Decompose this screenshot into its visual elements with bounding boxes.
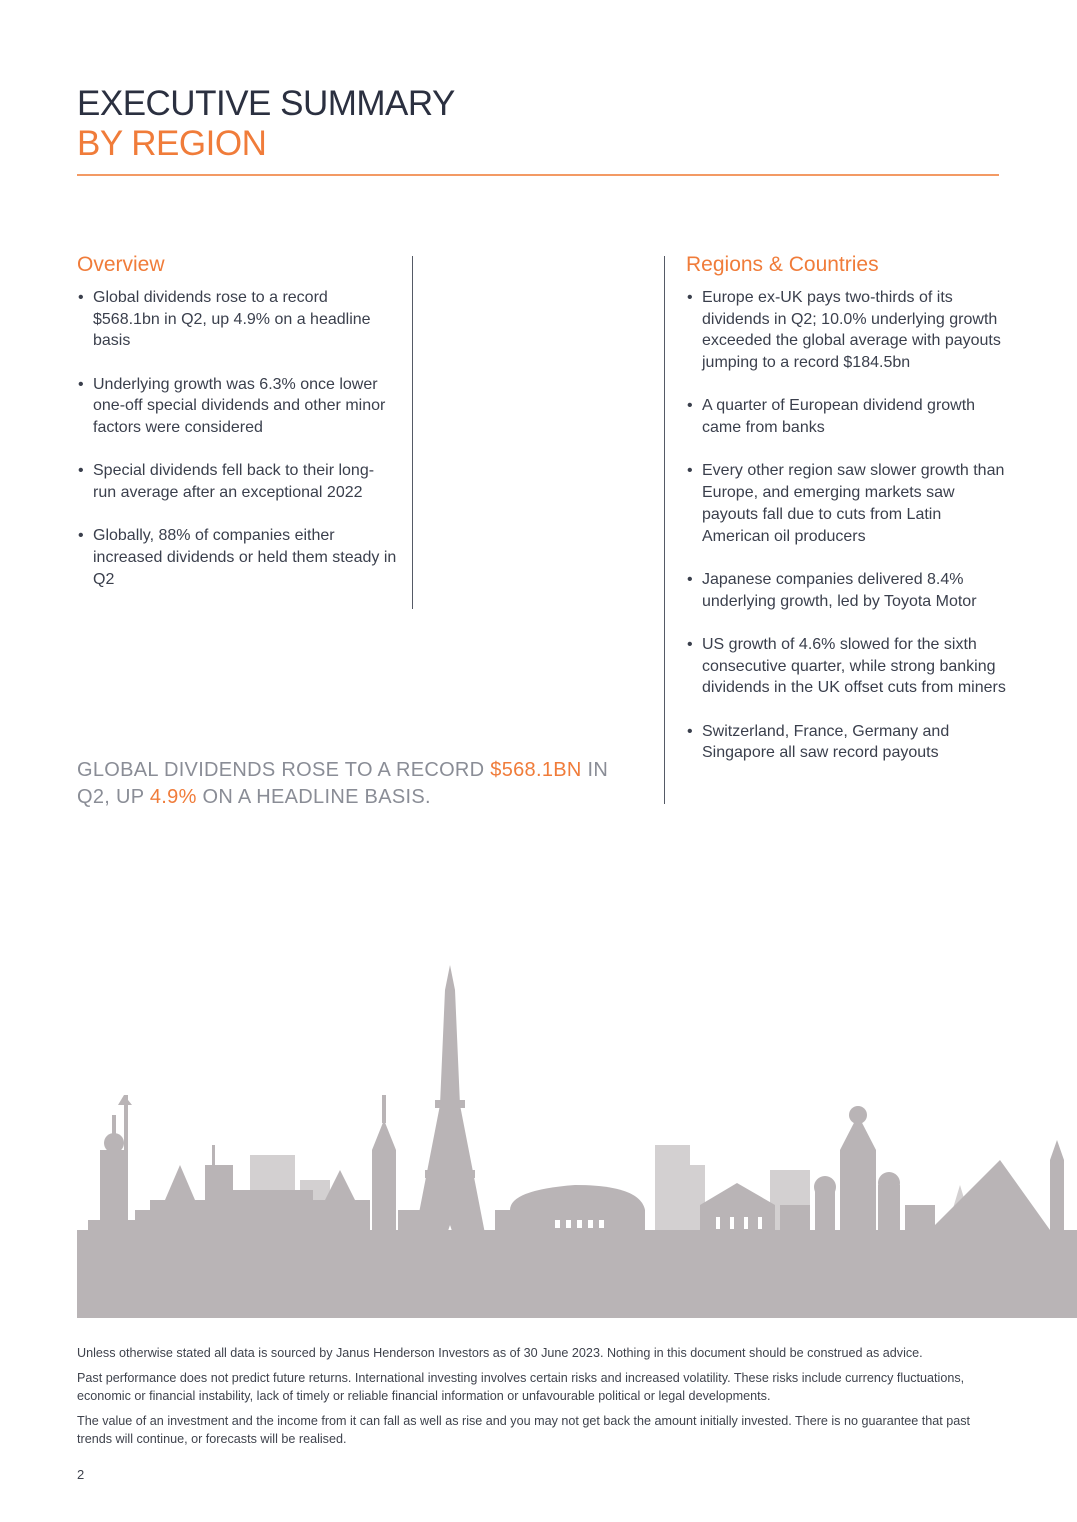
pull-quote-text: IN Q2, UP bbox=[77, 759, 609, 808]
regions-bullet: • US growth of 4.6% slowed for the sixth consecutive quarter, while strong banking dividends in the UK offset cuts from miners bbox=[686, 634, 1006, 699]
disclaimer-text: Unless otherwise stated all data is sourced by Janus Henderson Investors as of 30 June 2023. Nothing in this document should be construed as advice. bbox=[77, 1346, 923, 1360]
disclaimer-text: The value of an investment and the income from it can fall as well as rise and you may not get back the amount initially invested. There is no guarantee that past trends will continue, or forecasts will be realised. bbox=[77, 1414, 971, 1446]
overview-bullet: • Global dividends rose to a record $568.1bn in Q2, up 4.9% on a headline basis bbox=[77, 287, 397, 352]
pull-quote bbox=[77, 757, 637, 811]
overview-bullet: • Underlying growth was 6.3% once lower one-off special dividends and other minor factors were considered bbox=[77, 374, 397, 439]
regions-bullet: • Switzerland, France, Germany and Singapore all saw record payouts bbox=[686, 721, 1006, 764]
regions-heading: Regions & Countries bbox=[686, 253, 879, 276]
overview-section bbox=[77, 252, 397, 612]
regions-list bbox=[686, 287, 1006, 764]
page-number: 2 bbox=[77, 1467, 85, 1482]
column-divider-right bbox=[664, 256, 665, 804]
column-divider-left bbox=[412, 256, 413, 609]
regions-bullet: • Japanese companies delivered 8.4% underlying growth, led by Toyota Motor bbox=[686, 569, 1006, 612]
title-line-2: BY REGION bbox=[77, 124, 267, 163]
pull-quote-text: ON A HEADLINE BASIS. bbox=[196, 786, 431, 808]
overview-heading: Overview bbox=[77, 253, 165, 276]
title-divider bbox=[77, 174, 999, 176]
page-title bbox=[77, 84, 455, 164]
pull-quote-highlight: 4.9% bbox=[149, 786, 197, 808]
overview-bullet: • Globally, 88% of companies either increased dividends or held them steady in Q2 bbox=[77, 525, 397, 590]
regions-bullet: • Every other region saw slower growth than Europe, and emerging markets saw payouts fall due to cuts from Latin American oil producers bbox=[686, 460, 1006, 547]
regions-bullet: • A quarter of European dividend growth came from banks bbox=[686, 395, 1006, 438]
disclaimer bbox=[77, 1344, 997, 1455]
pull-quote-text: GLOBAL DIVIDENDS ROSE TO A RECORD bbox=[77, 759, 491, 781]
disclaimer-text: Past performance does not predict future returns. International investing involves certain risks and increased volatility. These risks include currency fluctuations, economic or financial instability, lack of timely or reliable financial information or unfavourable political or legal developments. bbox=[77, 1371, 965, 1403]
overview-list bbox=[77, 287, 397, 591]
regions-section bbox=[686, 252, 1006, 786]
world-landmarks-skyline-icon bbox=[0, 955, 1077, 1320]
title-line-1: EXECUTIVE SUMMARY bbox=[77, 84, 455, 123]
overview-bullet: • Special dividends fell back to their long-run average after an exceptional 2022 bbox=[77, 460, 397, 503]
pull-quote-highlight: $568.1BN bbox=[490, 759, 582, 781]
regions-bullet: • Europe ex-UK pays two-thirds of its dividends in Q2; 10.0% underlying growth exceeded the global average with payouts jumping to a record $184.5bn bbox=[686, 287, 1006, 374]
